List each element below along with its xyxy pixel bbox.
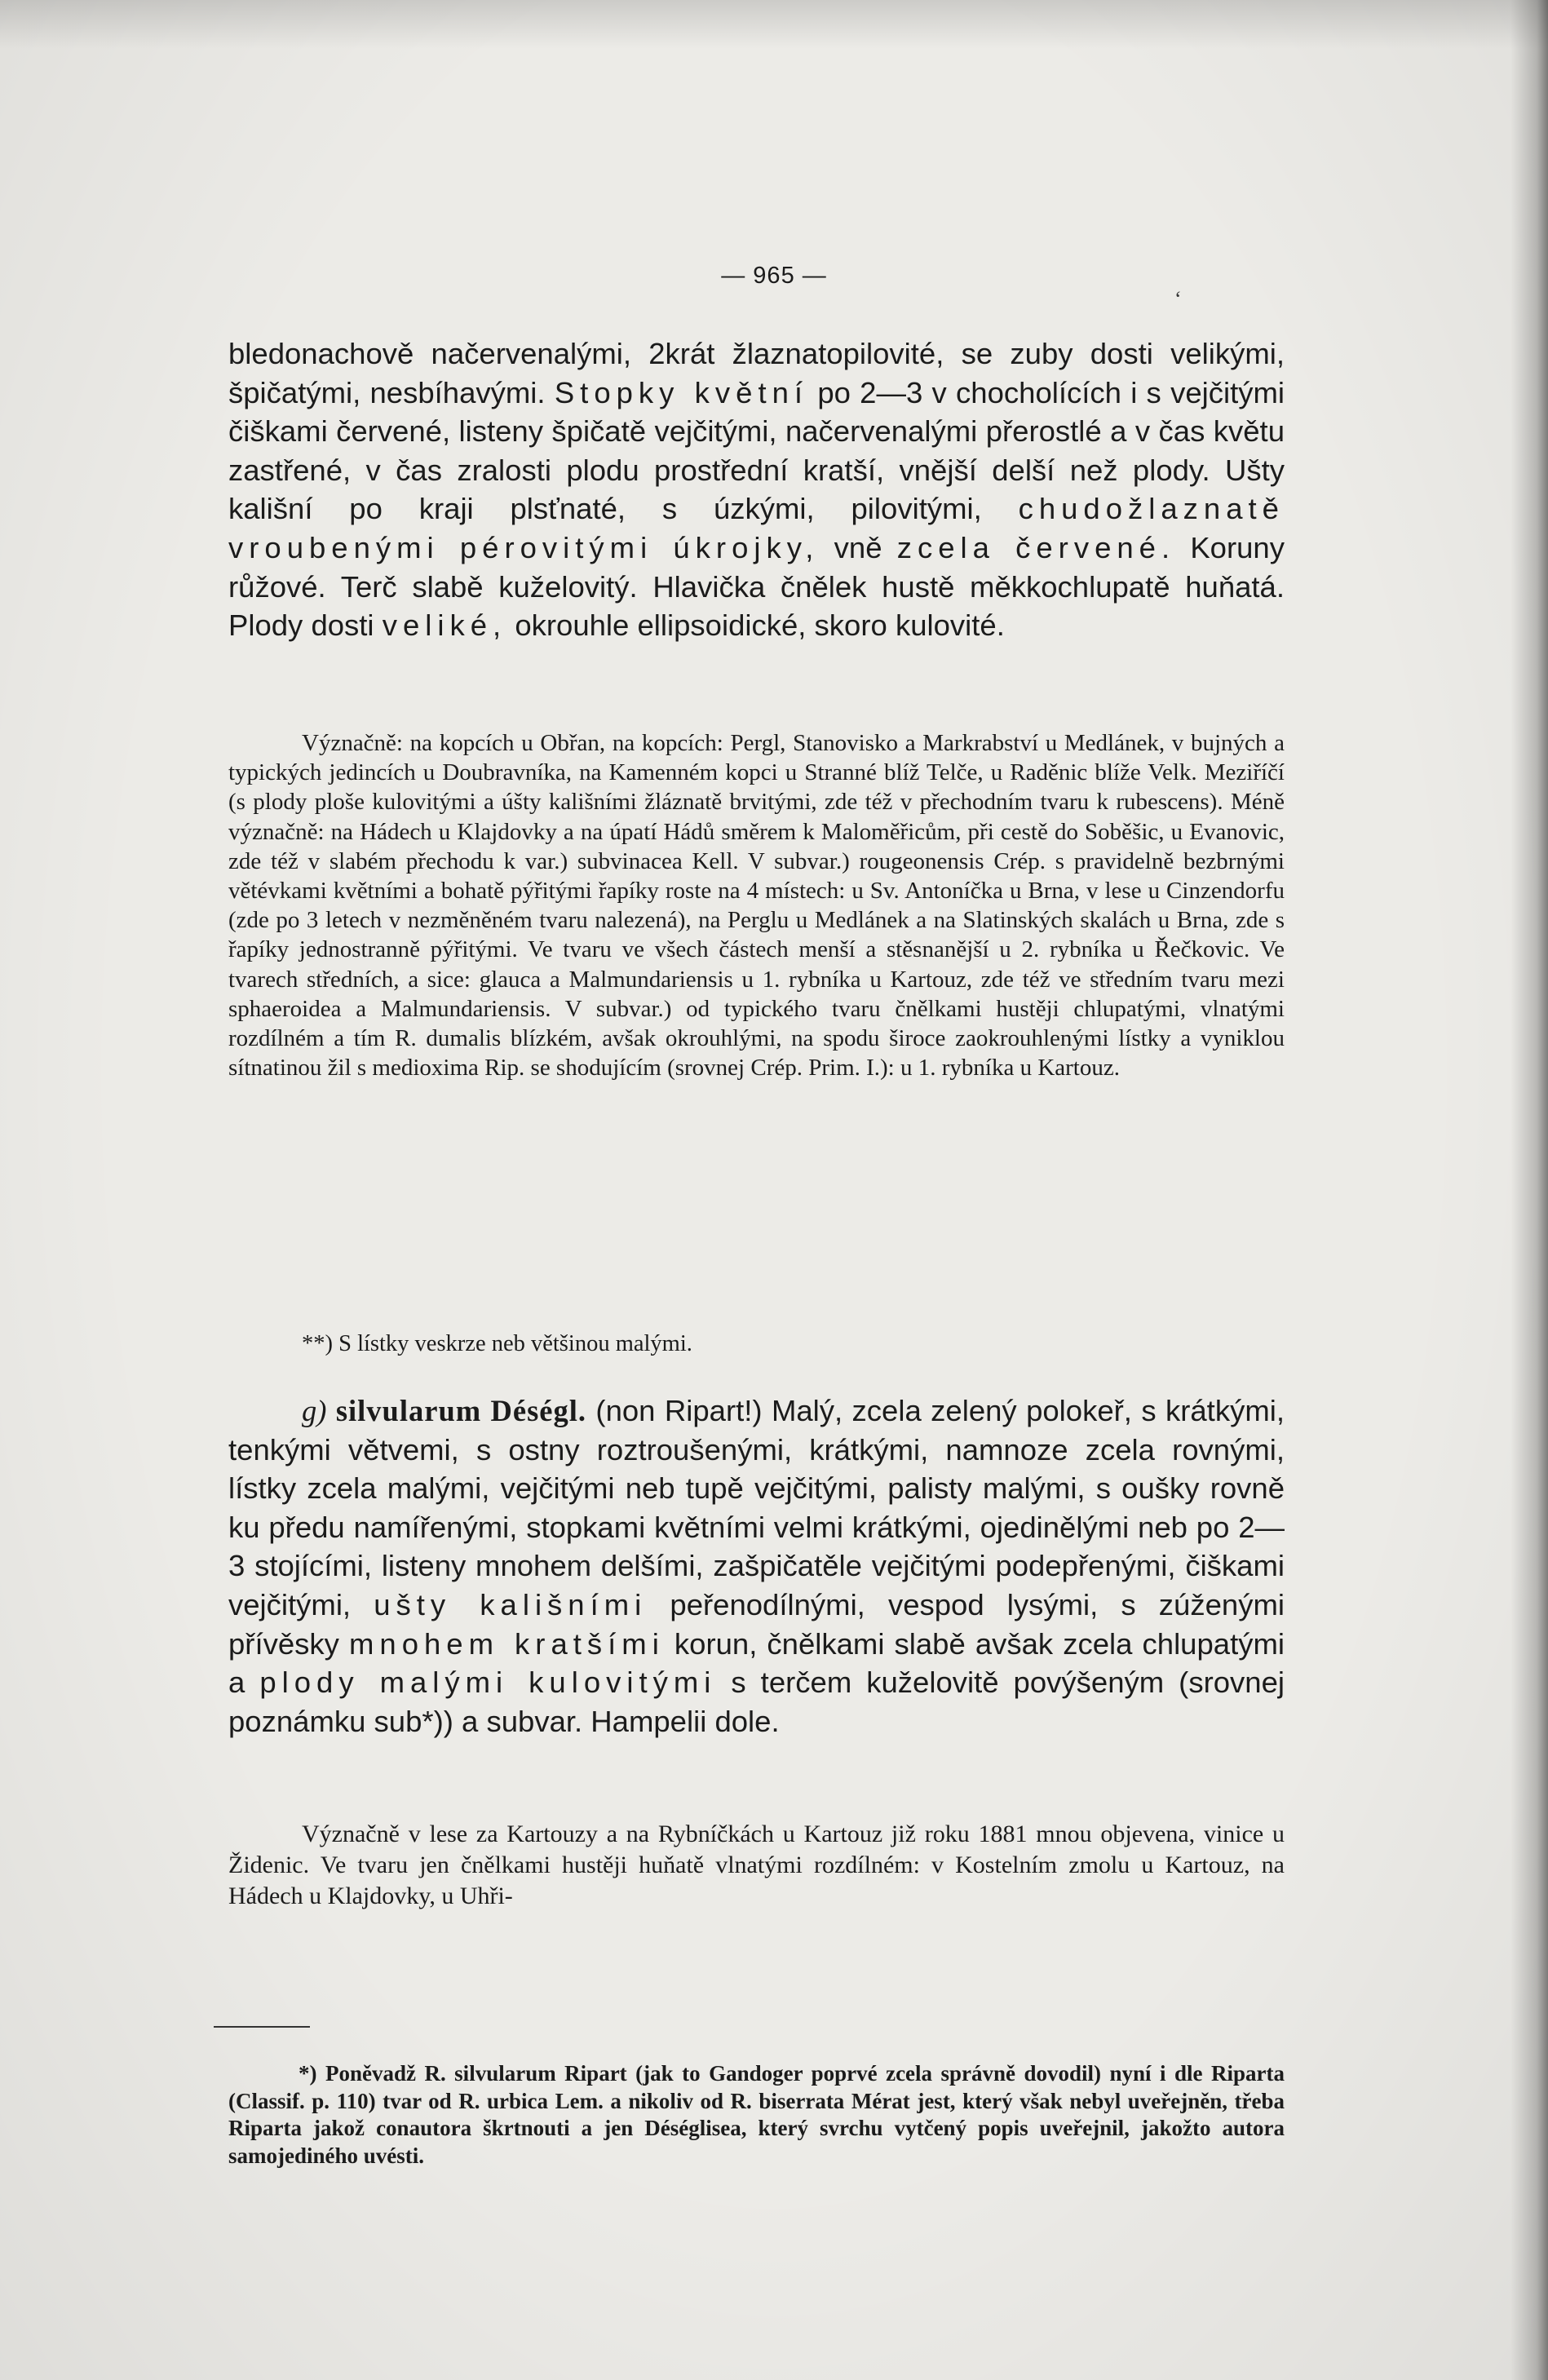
spaced-text: Stopky květní [554, 375, 809, 409]
spaced-text: plody malými kulovitými [259, 1666, 717, 1700]
text-run: po 2—3 v chocholících i s vejčitými čiškami červené, listeny špičatě vejčitými, načervenalými přerostlé a v čas květu zastřené, v čas zralosti plodu prostřední kratší, vnější delší než plody. Ušty kališní po kraji plsťnaté, s úzkými, pilovitými, [228, 375, 1285, 526]
spaced-text: mnohem kratšími [348, 1626, 665, 1661]
taxon-name: silvularum Déségl. [335, 1394, 587, 1427]
scan-shadow-top [0, 0, 1548, 49]
text-run: (non Ripart!) Malý, zcela zelený polokeř, s krátkými, tenkými větvemi, s ostny roztroušenými, krátkými, namnoze zcela rovnými, lístky zcela malými, vejčitými neb tupě vejčitými, palisty malými, s ouškу rovně ku předu namířenými, stopkami květními velmi krátkými, ojedinělými neb po 2—3 stojícími, listeny mnohem delšími, zašpičatěle vejčitými podepřenými, čiškami vejčitými, [228, 1394, 1285, 1621]
paragraph-description [228, 334, 1285, 645]
item-label: g) [302, 1394, 327, 1427]
text-run: vně [834, 530, 882, 564]
paragraph-text [228, 1391, 1285, 1741]
paragraph-silvularum [228, 1391, 1285, 1741]
text-run: s terčem kuželovitě povýšeným (srovnej poznámku sub*)) a subvar. Hampelii dole. [228, 1666, 1285, 1738]
spaced-text: zcela červené. [896, 530, 1176, 564]
text-run: okrouhle ellipsoidické, skoro kulovité. [515, 608, 1005, 643]
spaced-text: chudožlaznatě vroubenými pérovitými úkrojky, [228, 492, 1285, 564]
text-run: korun, čnělkami slabě avšak zcela chlupatými a [228, 1626, 1285, 1700]
footnote-rule [214, 2026, 310, 2028]
localities-text: Význačně: na kopcích u Obřan, na kopcích: Pergl, Stanovisko a Markrabství u Medlánek, v bujných a typických jedincích u Doubravníka, na Kamenném kopci u Stranné blíž Telče, u Raděnic blíže Velk. Meziříčí (s plody ploše kulovitými a úšty kališními žláznatě brvitými, zde též v přechodním tvaru k rubescens). Méně význačně: na Hádech u Klajdovky a na úpatí Hádů směrem k Maloměřicům, při cestě do Soběšic, u Evanovic, zde též v slabém přechodu k var.) subvinacea Kell. V subvar.) rougeonensis Crép. s pravidelně bezbrnými větévkami květními a bohatě pýřitými řapíky roste na 4 místech: u Sv. Antoníčka u Brna, v lese u Cinzendorfu (zde po 3 letech v nezměněném tvaru nalezená), na Perglu u Medlánek a na Slatinských skalách u Brna, zde s řapíky jednostranně pýřitými. Ve tvaru ve všech částech menší a stěsnanější u 2. rybníka u Řečkovic. Ve tvarech středních, a sice: glauca a Malmundariensis u 1. rybníka u Kartouz, zde též ve středním tvaru mezi sphaeroidea a Malmundariensis. V subvar.) od typického tvaru čnělkami hustěji chlupatými, vlnatými rozdílném a tím R. dumalis blízkém, avšak okrouhlými, na spodu široce zaokrouhlenými lístky a vyniklou sítnatinou žil s medioxima Rip. se shodujícím (srovnej Crép. Prim. I.): u 1. rybníka u Kartouz. [228, 730, 1285, 1082]
note-block [228, 1329, 1285, 1359]
text-run: Koruny růžové. Terč slabě kuželovitý. Hlavička čnělek hustě měkkochlupatě huňatá. Plody dosti [228, 530, 1285, 643]
spaced-text: ušty kališními [374, 1587, 648, 1621]
text-run: bledonachově načervenalými, 2krát žlaznatopilovité, se zuby dosti velikými, špičatými, nesbíhavými. [228, 337, 1285, 409]
spaced-text: veliké, [382, 608, 507, 643]
page-number: — 965 — [721, 263, 827, 289]
text-run: peřenodílnými, vespod lysými, s zúženými přívěsky [228, 1587, 1285, 1661]
paragraph-text [228, 334, 1285, 645]
paragraph-localities-2 [228, 1819, 1285, 1912]
scan-shadow-right [1510, 0, 1548, 2380]
footnote-text: *) Poněvadž R. silvularum Ripart (jak to Gandoger poprvé zcela správně dovodil) nyní i dle Riparta (Classif. p. 110) tvar od R. urbica Lem. a nikoliv od R. biserrata Mérat jest, který však nebyl uveřejněn, třeba Riparta jakož conautora škrtnouti a jen Déséglisea, který svrchu vytčený popis uveřejnil, jakožto autora samojediného uvésti. [228, 2061, 1285, 2168]
paragraph-localities [228, 728, 1285, 1082]
footnote [228, 2060, 1285, 2170]
stray-mark: ʻ [1174, 287, 1182, 311]
localities-text: Význačně v lese za Kartouzy a na Rybníčkách u Kartouz již roku 1881 mnou objevena, vinice u Židenic. Ve tvaru jen čnělkami hustěji huňatě vlnatými rozdílném: v Kostelním zmolu u Kartouz, na Hádech u Klajdovky, u Uhři- [228, 1820, 1285, 1909]
note-text: **) S lístky veskrze neb většinou malými. [302, 1331, 692, 1356]
